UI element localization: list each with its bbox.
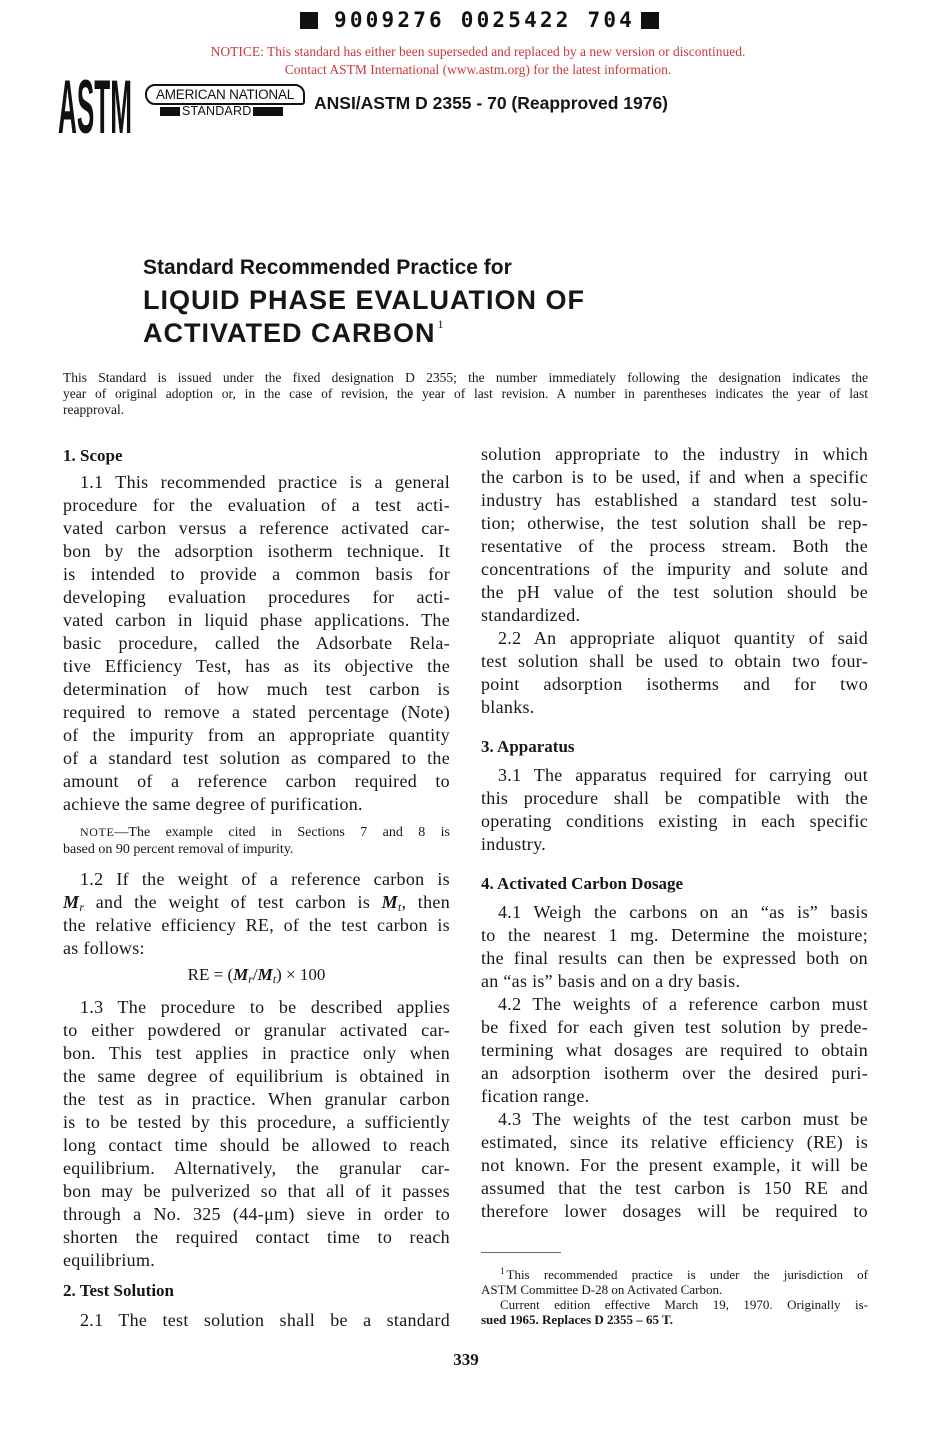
text-line: equilibrium. (63, 1250, 156, 1270)
note-label: NOTE (80, 825, 115, 839)
text-line: 1.2 If the weight of a reference carbon is (80, 869, 450, 889)
formula-open: ( (227, 965, 234, 984)
footnote-divider (481, 1252, 561, 1253)
text-fragment: This recommended practice is under the jurisdiction of (506, 1267, 868, 1282)
text-line: ASTM Committee D-28 on Activated Carbon. (481, 1282, 723, 1297)
subscript-t: t (272, 972, 277, 986)
text-fragment: and the weight of test carbon is (84, 892, 382, 912)
paragraph-3-1 (481, 764, 868, 856)
text-line: 2.1 The test solution shall be a standard (80, 1310, 450, 1330)
text-line: 3.1 The apparatus required for carrying out (498, 765, 868, 785)
section-2-heading (63, 1279, 450, 1302)
text-line: this procedure shall be compatible with the (481, 788, 868, 808)
text-line: This Standard is issued under the fixed designation D 2355; the number immediately following the designation indicates the (63, 370, 868, 385)
text-line: reapproval. (63, 402, 125, 417)
text-line: basic procedure, called the Adsorbate Rela- (63, 633, 450, 653)
text-line: 4.1 Weigh the carbons on an “as is” basis (498, 902, 868, 922)
badge-bar-left (160, 107, 180, 116)
text-line: concentrations of the impurity and solute and (481, 559, 868, 579)
text-line: procedure for the evaluation of a test acti- (63, 495, 450, 515)
title-footnote-mark: 1 (437, 317, 444, 331)
page-number: 339 (453, 1350, 479, 1369)
designation: ANSI/ASTM D 2355 - 70 (Reapproved 1976) (314, 93, 669, 113)
text-line: bon. This test applies in practice only when (63, 1043, 450, 1063)
text-line: bon may be pulverized so that all of it passes (63, 1181, 450, 1201)
text-line: the final results can then be expressed both on (481, 948, 868, 968)
title-line-3-text: ACTIVATED CARBON (143, 318, 436, 348)
text-line: the pH value of the test solution should be (481, 582, 868, 602)
text-line: fication range. (481, 1086, 590, 1106)
text-line: equilibrium. Alternatively, the granular car- (63, 1158, 450, 1178)
formula-equals: = (213, 965, 224, 984)
text-line: 4.2 The weights of a reference carbon must (498, 994, 868, 1014)
formula-line (63, 963, 450, 986)
section-4-heading (481, 872, 868, 895)
text-line: based on 90 percent removal of impurity. (63, 842, 294, 857)
text-line: to the nearest 1 mg. Determine the moisture; (481, 925, 868, 945)
text-line: achieve the same degree of purification. (63, 794, 363, 814)
text-line: is to be tested by this procedure, a sufficiently (63, 1112, 450, 1132)
text-line: developing evaluation procedures for acti- (63, 587, 450, 607)
notice-line-2: Contact ASTM International (www.astm.org) for the latest information. (284, 62, 672, 77)
text-line: the test as in practice. When granular carbon (63, 1089, 450, 1109)
subscript-r: r (248, 972, 253, 986)
text-line: as follows: (63, 938, 145, 958)
note-text: —The example cited in Sections 7 and 8 is (114, 825, 450, 840)
title-line-3 (143, 317, 444, 349)
text-line: blanks. (481, 697, 535, 717)
subscript-t: t (397, 900, 402, 914)
text-line: the relative efficiency RE, of the test carbon is (63, 915, 450, 935)
text-line: not known. For the present example, it will be (481, 1155, 868, 1175)
title-line-2: LIQUID PHASE EVALUATION OF (143, 285, 586, 315)
text-line: to either powdered or granular activated car- (63, 1020, 450, 1040)
text-line (63, 823, 450, 841)
text-line: Current edition effective March 19, 1970. Originally is- (500, 1297, 868, 1312)
text-line: industry has established a standard test solu- (481, 490, 868, 510)
badge-standard (160, 103, 306, 119)
text-line: point adsorption isotherms and for two (481, 674, 868, 694)
paragraph-4-2 (481, 993, 868, 1108)
astm-logo (57, 72, 133, 136)
formula-lhs: RE (187, 965, 210, 984)
paragraph-1-2 (63, 868, 450, 960)
text-fragment: , then (401, 892, 450, 912)
text-line: is intended to provide a common basis for (63, 564, 450, 584)
text-line (63, 891, 450, 914)
text-line: vated carbon versus a reference activated car- (63, 518, 450, 538)
astm-logo-text: ASTM (58, 72, 132, 136)
section-3-heading (481, 735, 868, 758)
text-line: bon by the adsorption isotherm technique. It (63, 541, 450, 561)
document-code: 9009276 0025422 704 (334, 8, 636, 32)
notice-line-1: NOTICE: This standard has either been superseded and replaced by a new version or discontinued. (210, 44, 746, 59)
text-line: amount of a reference carbon required to (63, 771, 450, 791)
text-line: an “as is” basis and on a dry basis. (481, 971, 741, 991)
text-line: operating conditions existing in each specific (481, 811, 868, 831)
text-line: resentative of the process stream. Both the (481, 536, 868, 556)
text-line: be fixed for each given test solution by prede- (481, 1017, 868, 1037)
formula (63, 963, 450, 986)
paragraph-2-2 (481, 627, 868, 719)
badge-american-national: AMERICAN NATIONAL (145, 84, 305, 105)
formula-factor: 100 (299, 965, 326, 984)
symbol-m: M (233, 965, 249, 984)
badge-standard-label: STANDARD (182, 104, 252, 118)
text-line: determination of how much test carbon is (63, 679, 450, 699)
text-line: of the impurity from an appropriate quantity (63, 725, 450, 745)
symbol-m: M (381, 892, 398, 912)
text-line: long contact time should be allowed to reach (63, 1135, 450, 1155)
footnote (481, 1267, 868, 1327)
note (63, 823, 450, 859)
header-block-right (641, 12, 659, 29)
text-line: through a No. 325 (44-μm) sieve in order to (63, 1204, 450, 1224)
symbol-m: M (257, 965, 273, 984)
paragraph-4-1 (481, 901, 868, 993)
heading-text: 4. Activated Carbon Dosage (481, 874, 684, 893)
text-line: assumed that the test carbon is 150 RE and (481, 1178, 868, 1198)
text-line: required to remove a stated percentage (Note) (63, 702, 450, 722)
text-line: estimated, since its relative efficiency (RE) is (481, 1132, 868, 1152)
text-line: sued 1965. Replaces D 2355 – 65 T. (481, 1312, 673, 1327)
text-line: tive Efficiency Test, has as its objective the (63, 656, 450, 676)
formula-close: ) (276, 965, 282, 984)
text-line: tion; otherwise, the test solution shall be rep- (481, 513, 868, 533)
heading-text: 1. Scope (63, 446, 123, 465)
heading-text: 3. Apparatus (481, 737, 575, 756)
paragraph-1-3 (63, 996, 450, 1272)
text-line: vated carbon in liquid phase applications. The (63, 610, 450, 630)
heading-text: 2. Test Solution (63, 1281, 175, 1300)
text-line: an adsorption isotherm over the desired puri- (481, 1063, 868, 1083)
text-line: therefore lower dosages will be required to (481, 1201, 868, 1221)
text-line: 4.3 The weights of the test carbon must be (498, 1109, 868, 1129)
text-line (481, 1267, 868, 1282)
paragraph-4-3 (481, 1108, 868, 1223)
formula-slash: / (252, 965, 258, 984)
paragraph-1-1 (63, 471, 450, 816)
text-line: of a standard test solution as compared to the (63, 748, 450, 768)
text-line: 2.2 An appropriate aliquot quantity of said (498, 628, 868, 648)
text-line: the same degree of equilibrium is obtained in (63, 1066, 450, 1086)
text-line: 1.3 The procedure to be described applies (80, 997, 450, 1017)
section-1-heading (63, 444, 450, 467)
text-line: termining what dosages are required to obtain (481, 1040, 868, 1060)
footnote-mark: 1 (500, 1266, 505, 1276)
header-block-left (300, 12, 318, 29)
text-line: 1.1 This recommended practice is a general (80, 472, 450, 492)
text-line: year of original adoption or, in the case of revision, the year of last revision. A number in parentheses indicates the year of last (63, 386, 868, 401)
paragraph-2-1 (63, 1309, 450, 1332)
title-line-1: Standard Recommended Practice for (143, 256, 512, 279)
formula-times: × (286, 965, 296, 984)
designation-note (63, 370, 868, 418)
text-line: industry. (481, 834, 547, 854)
badge-bar-right (253, 107, 283, 116)
text-line: the carbon is to be used, if and when a specific (481, 467, 868, 487)
text-line: shorten the required contact time to reach (63, 1227, 450, 1247)
symbol-m: M (63, 892, 80, 912)
paragraph-2-1-continued (481, 443, 868, 627)
text-line: standardized. (481, 605, 581, 625)
text-line: solution appropriate to the industry in which (481, 444, 868, 464)
subscript-r: r (79, 900, 85, 914)
text-line: test solution shall be used to obtain two four- (481, 651, 868, 671)
